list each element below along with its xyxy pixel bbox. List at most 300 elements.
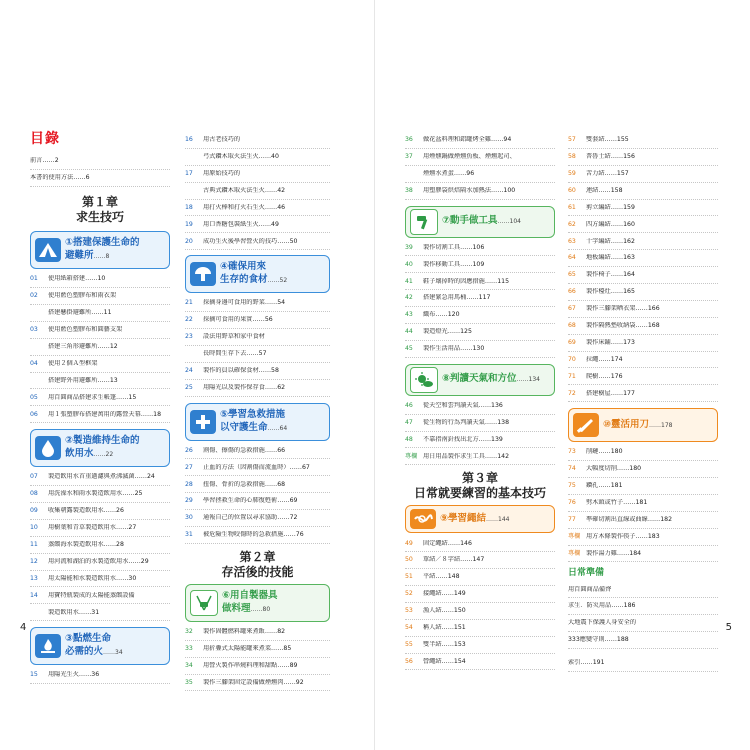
toc-entry[interactable]	[185, 346, 330, 363]
toc-entry-text: 用寶特瓶製成的太陽能蒸餾設備	[48, 591, 135, 599]
toc-entry-number: 33	[185, 645, 193, 653]
chapter-name: 存活後的技能	[221, 564, 294, 579]
toc-entry-text: 搭建樹屋……177	[586, 389, 635, 397]
toc-entry-number: 73	[568, 448, 576, 456]
toc-entry[interactable]	[30, 406, 170, 423]
toc-entry-text: 用１張塑膠布搭建萬用的露營天幕……18	[48, 410, 162, 418]
toc-entry-number: 41	[405, 277, 413, 285]
toc-entry-text: 搭建三角形避難所……12	[48, 342, 118, 350]
section-label-2: 生存的食材	[220, 274, 268, 286]
knot-icon	[410, 509, 436, 529]
toc-entry-text: 削鏈……180	[586, 448, 623, 456]
toc-entry-text: 用原始技巧的	[203, 170, 241, 177]
toc-entry-text: 搭建緊急用馬桶……117	[423, 294, 491, 302]
toc-entry-number: 64	[568, 254, 576, 262]
toc-entry-text: 普魯士結……156	[586, 153, 635, 161]
section-9-banner[interactable]	[405, 505, 555, 533]
toc-entry-text: 用煙燻鍋做煙燻魚板、煙燻起司、	[423, 153, 516, 161]
toc-entry-number: 77	[568, 516, 576, 524]
toc-entry[interactable]	[405, 307, 555, 324]
toc-entry-text: 十字編結……162	[586, 237, 635, 245]
toc-entry-text: 大地震下保護人身安全的	[568, 619, 637, 627]
right-page	[375, 0, 750, 750]
toc-entry[interactable]	[405, 432, 555, 449]
toc-entry-number: 75	[568, 482, 576, 490]
toc-entry[interactable]	[568, 233, 718, 250]
toc-entry[interactable]	[568, 335, 718, 352]
toc-entry[interactable]	[185, 233, 330, 250]
toc-entry[interactable]	[185, 493, 330, 510]
toc-entry-text: 製作檯灶……165	[586, 288, 635, 296]
toc-entry-text: 蒸餾海水製造飲用水……28	[48, 540, 124, 548]
toc-entry[interactable]	[568, 478, 718, 495]
section-5-banner[interactable]	[185, 403, 330, 441]
toc-entry-text: 通報自己的位置以尋求協助……72	[203, 514, 298, 522]
toc-entry[interactable]	[185, 312, 330, 329]
toc-entry[interactable]	[405, 448, 555, 465]
toc-entry[interactable]	[30, 356, 170, 373]
toc-entry[interactable]	[568, 149, 718, 166]
section-3-banner[interactable]	[30, 627, 170, 665]
section-label: ⑤學習急救措施	[220, 408, 286, 420]
section-label: ⑨學習繩結	[440, 512, 487, 524]
toc-entry-text: 採摘可食用的果實……56	[203, 316, 273, 324]
toc-entry[interactable]	[568, 166, 718, 183]
toc-entry[interactable]	[568, 529, 718, 546]
toc-entry-number: 28	[185, 480, 193, 488]
toc-entry[interactable]	[405, 569, 555, 586]
toc-entry[interactable]	[405, 341, 555, 358]
toc-entry-number: 62	[568, 220, 576, 228]
section-label-2: 做料理	[222, 602, 251, 614]
toc-entry[interactable]	[405, 240, 555, 257]
toc-entry-text: 搭建野外用避難所……13	[48, 376, 118, 384]
toc-entry-number: 70	[568, 355, 576, 363]
toc-entry-text: 收集朝露製造飲用水……26	[48, 507, 124, 515]
front-matter	[30, 152, 170, 187]
daily-prep-heading: 日常準備	[568, 568, 605, 579]
toc-entry-number: 22	[185, 316, 193, 324]
toc-entry-text: 使用紙箱搭建……10	[48, 275, 106, 283]
toc-entry[interactable]	[568, 495, 718, 512]
toc-entry-number: 38	[405, 186, 413, 194]
section-label: ③點燃生命	[65, 633, 112, 645]
toc-entry[interactable]	[568, 615, 718, 632]
toc-entry-number: 08	[30, 490, 38, 498]
toc-entry-text: 製作三腳架晒衣架……166	[586, 305, 660, 313]
toc-entry-number: 74	[568, 465, 576, 473]
toc-entry[interactable]	[30, 469, 170, 486]
toc-entry[interactable]	[185, 476, 330, 493]
toc-entry[interactable]	[30, 288, 170, 305]
toc-entry-number: 63	[568, 237, 576, 245]
toc-entry-text: 本書的使用方法……6	[30, 174, 90, 182]
cooking-pot-icon	[190, 590, 218, 616]
toc-entry-number: 51	[405, 573, 413, 581]
toc-entry[interactable]	[568, 132, 718, 149]
toc-entry-text: 學習拯救生命的心肺復甦術……69	[203, 497, 298, 505]
section-page: ……178	[649, 421, 673, 429]
chapter-name: 日常就要練習的基本技巧	[413, 486, 546, 501]
toc-entry-number: 47	[405, 418, 413, 426]
toc-entry-number: 59	[568, 170, 576, 177]
chapter-name: 求生技巧	[75, 210, 124, 225]
toc-entry[interactable]	[405, 586, 555, 603]
toc-entry-text: 製作床鋪……173	[586, 338, 635, 346]
chapter-1-heading	[30, 195, 170, 225]
toc-entry-number: 72	[568, 389, 576, 397]
toc-entry-text: 用陽光生火……36	[48, 671, 100, 679]
toc-entry-number: 35	[185, 678, 193, 686]
chapter-3-heading	[405, 471, 555, 501]
toc-entry[interactable]	[568, 444, 718, 461]
toc-entry-text: 不靠指南針找出北方……139	[423, 435, 503, 443]
toc-entry-number: 49	[405, 539, 413, 547]
section-label: ④確保用來	[220, 261, 267, 273]
toc-entry-text: 割傷、擦傷的急救措施……66	[203, 446, 286, 454]
toc-entry[interactable]	[568, 512, 718, 529]
toc-entry-number: 37	[405, 153, 413, 161]
toc-entry-text: 前言……2	[30, 156, 59, 164]
toc-entry[interactable]	[185, 510, 330, 527]
toc-entry-number: 46	[405, 402, 413, 410]
toc-list	[568, 581, 718, 649]
toc-entry-text: 扭傷、骨折的急救措施……68	[203, 480, 286, 488]
toc-entry-number: 53	[405, 607, 413, 615]
toc-entry-text: 用古老技巧的	[203, 136, 241, 144]
toc-entry[interactable]	[405, 132, 555, 149]
section-page: ……134	[516, 376, 540, 384]
toc-entry[interactable]	[568, 250, 718, 267]
toc-entry-text: 煙燻水煮蛋……96	[423, 170, 475, 177]
toc-entry-text: 鞋子壞掉時的因應措施……115	[423, 277, 510, 285]
toc-entry[interactable]	[185, 216, 330, 233]
toc-entry-text: 製作生活用品……130	[423, 345, 485, 353]
toc-entry-text: 用樹葉和青草製造飲用水……27	[48, 524, 137, 532]
toc-entry-number: 45	[405, 345, 413, 353]
toc-entry-text: 大幅度切削……180	[586, 465, 642, 473]
toc-entry[interactable]	[568, 598, 718, 615]
toc-entry[interactable]	[405, 290, 555, 307]
toc-entry-number: 71	[568, 372, 576, 380]
chapter-label: 第３章	[461, 471, 498, 486]
toc-entry-number: 專欄	[568, 532, 581, 540]
toc-entry-text: 用口香糖包裝紙生火……49	[203, 220, 279, 228]
toc-entry[interactable]	[185, 363, 330, 380]
section-label-2: 以守護生命	[220, 421, 268, 433]
toc-entry-text: 稱人結……151	[423, 624, 466, 632]
toc-list	[568, 132, 718, 402]
toc-entry[interactable]	[568, 581, 718, 598]
toc-entry[interactable]	[405, 654, 555, 671]
toc-entry-number: 15	[30, 671, 38, 679]
page-title: 目錄	[30, 131, 60, 147]
toc-entry-number: 36	[405, 136, 413, 144]
toc-entry[interactable]	[568, 632, 718, 649]
toc-entry-number: 21	[185, 299, 193, 307]
toc-entry[interactable]	[30, 537, 170, 554]
toc-entry[interactable]	[30, 170, 170, 188]
toc-entry-number: 44	[405, 328, 413, 336]
section-8-banner[interactable]	[405, 364, 555, 396]
toc-entry[interactable]	[185, 527, 330, 544]
toc-entry[interactable]	[185, 624, 330, 641]
toc-entry[interactable]	[30, 271, 170, 288]
toc-entry[interactable]	[568, 200, 718, 217]
toc-entry-text: 製作三腳架固定設備做煙燻肉……92	[203, 678, 304, 686]
toc-entry-text: 弓式鑽木取火法生火……40	[203, 153, 279, 161]
toc-entry-text: 長時間生存下去……57	[203, 350, 267, 358]
toc-entry-text: 營繩結……154	[423, 657, 466, 665]
section-page: ……104	[497, 218, 521, 226]
toc-entry-text: 織布……120	[423, 311, 460, 319]
toc-entry-number: 18	[185, 203, 193, 211]
toc-entry-number: 09	[30, 507, 38, 515]
toc-entry-number: 03	[30, 326, 38, 334]
toc-entry-text: 製作隔熱墊收納袋……168	[586, 322, 660, 330]
toc-entry-number: 25	[185, 383, 193, 391]
toc-entry[interactable]	[185, 200, 330, 217]
toc-entry[interactable]	[30, 503, 170, 520]
toc-entry-number: 07	[30, 473, 38, 481]
toc-entry-text: 用打火棒和打火石生火……46	[203, 203, 286, 211]
section-label-2: 避難所	[65, 250, 94, 262]
toc-entry[interactable]	[30, 520, 170, 537]
toc-entry-text: 製作移動工具……109	[423, 260, 485, 268]
toc-entry[interactable]	[568, 183, 718, 200]
toc-entry[interactable]	[185, 380, 330, 397]
toc-entry-text: 從天空和雲判讀天氣……136	[423, 402, 503, 410]
toc-entry-text: 四方編結……160	[586, 220, 635, 228]
toc-entry-text: 製作椅子……164	[586, 271, 635, 279]
toc-entry[interactable]	[568, 546, 718, 563]
toc-entry[interactable]	[568, 368, 718, 385]
toc-entry[interactable]	[405, 603, 555, 620]
toc-entry[interactable]	[30, 554, 170, 571]
toc-entry-text: 用方木條製作筷子……183	[586, 532, 660, 540]
toc-entry[interactable]	[405, 324, 555, 341]
page-number: 5	[725, 622, 732, 633]
toc-entry[interactable]	[568, 318, 718, 335]
toc-entry-text: 製作固體燃料罐來煮飯……82	[203, 628, 286, 636]
campfire-icon	[35, 634, 61, 658]
toc-entry-number: 42	[405, 294, 413, 302]
toc-entry[interactable]	[185, 658, 330, 675]
toc-entry[interactable]	[568, 267, 718, 284]
toc-entry-text: 雙半結……153	[423, 640, 466, 648]
toc-list	[30, 469, 170, 621]
toc-entry-number: 專欄	[568, 549, 581, 557]
toc-entry[interactable]	[568, 385, 718, 402]
section-4-banner[interactable]	[185, 255, 330, 293]
toc-entry-number: 12	[30, 557, 38, 565]
toc-entry-number: 14	[30, 591, 38, 599]
chapter-label: 第２章	[239, 549, 276, 564]
toc-entry-number: 69	[568, 338, 576, 346]
toc-entry-number: 55	[405, 640, 413, 648]
toc-entry[interactable]	[30, 389, 170, 406]
toc-entry[interactable]	[185, 183, 330, 200]
section-label: ⑥用自製器具	[222, 590, 278, 602]
toc-entry-text: 止血的方法（因割傷而流血時）……67	[203, 463, 310, 471]
toc-entry[interactable]	[568, 301, 718, 318]
toc-entry-number: 61	[568, 203, 576, 211]
toc-list	[405, 240, 555, 358]
toc-entry[interactable]	[405, 256, 555, 273]
toc-entry[interactable]	[568, 284, 718, 301]
toc-entry-number: 24	[185, 367, 193, 375]
section-label: ②製造維持生命的	[65, 435, 140, 447]
toc-entry[interactable]	[30, 152, 170, 170]
toc-entry[interactable]	[405, 149, 555, 166]
toc-entry-number: 66	[568, 288, 576, 296]
section-1-banner[interactable]	[30, 231, 170, 269]
toc-entry-number: 58	[568, 153, 576, 161]
toc-entry-number: 31	[185, 531, 193, 539]
section-7-banner[interactable]	[405, 206, 555, 238]
toc-entry-number: 26	[185, 446, 193, 454]
toc-entry[interactable]	[30, 339, 170, 356]
toc-entry-text: 雙套結……155	[586, 136, 629, 144]
toc-entry-text: 製作湯力雞……184	[586, 549, 642, 557]
section-page: ……8	[93, 253, 110, 261]
toc-entry[interactable]	[405, 415, 555, 432]
section-label: ①搭建保護生命的	[65, 237, 140, 249]
toc-entry[interactable]	[185, 166, 330, 183]
knife-icon	[573, 413, 599, 437]
toc-entry[interactable]	[30, 305, 170, 322]
toc-entry[interactable]	[405, 637, 555, 654]
toc-entry[interactable]	[30, 373, 170, 390]
toc-entry[interactable]	[30, 604, 170, 621]
toc-list	[405, 535, 555, 670]
toc-entry[interactable]	[405, 398, 555, 415]
toc-entry-number: 23	[185, 333, 193, 341]
toc-entry[interactable]	[185, 329, 330, 346]
toc-entry-text: 製造飲用水首重過濾與煮沸滅菌……24	[48, 473, 155, 481]
toc-list	[30, 667, 170, 684]
toc-entry[interactable]	[30, 322, 170, 339]
toc-entry[interactable]	[185, 675, 330, 692]
toc-entry[interactable]	[185, 295, 330, 312]
toc-list	[405, 132, 555, 200]
toc-entry-number: 16	[185, 136, 193, 144]
section-2-banner[interactable]	[30, 429, 170, 467]
toc-entry-text: 做花盆料理和鋁罐烤全雞……94	[423, 136, 512, 144]
section-label-2: 飲用水	[65, 448, 94, 460]
section-page: ……34	[103, 649, 123, 657]
toc-entry-text: 古典式鑽木取火法生火……42	[203, 186, 286, 194]
chapter-label: 第１章	[81, 195, 118, 210]
toc-entry-text: 成功生火後學習營火的技巧……50	[203, 237, 298, 245]
toc-entry-number: 04	[30, 359, 38, 367]
section-page: ……64	[267, 424, 288, 432]
toc-entry-text: 用洗澡水和雨水製造飲用水……25	[48, 490, 143, 498]
toc-entry-number: 05	[30, 393, 38, 401]
section-label-2: 必需的火	[65, 646, 104, 658]
toc-entry[interactable]	[405, 535, 555, 552]
toc-entry-text: 連結……158	[586, 186, 623, 194]
section-10-banner[interactable]	[568, 408, 718, 442]
toc-entry-number: 10	[30, 524, 38, 532]
toc-entry-number: 43	[405, 311, 413, 319]
toc-list	[185, 295, 330, 396]
toc-entry[interactable]	[405, 620, 555, 637]
toc-entry-text: 爬樹……176	[586, 372, 623, 380]
toc-entry-text: 用營火製作串燒料理和甜點……89	[203, 661, 298, 669]
toc-entry-text: 拉繩……174	[586, 355, 623, 363]
toc-entry-text: 準確切割出直線或曲線……182	[586, 516, 673, 524]
toc-entry-number: 67	[568, 305, 576, 313]
toc-entry-number: 01	[30, 275, 38, 283]
toc-entry-number: 54	[405, 624, 413, 632]
toc-entry[interactable]	[185, 132, 330, 149]
toc-entry[interactable]	[30, 667, 170, 684]
toc-entry-text: 用塑膠袋烘焙隔水加熱法……100	[423, 186, 516, 194]
toc-column-4	[568, 132, 718, 672]
toc-list	[185, 132, 330, 250]
mushroom-icon	[190, 262, 216, 286]
first-aid-icon	[190, 410, 216, 434]
toc-entry[interactable]	[405, 183, 555, 200]
weather-sun-icon	[410, 367, 438, 393]
chapter-2-heading	[185, 550, 330, 580]
toc-entry[interactable]	[30, 571, 170, 588]
toc-entry[interactable]	[185, 459, 330, 476]
toc-entry-text: 搭建懸掛避難所……11	[48, 309, 112, 317]
section-page: ……80	[250, 605, 271, 613]
toc-entry-text: 使用藍色塑膠布和圓藝支架	[48, 326, 123, 334]
toc-entry-number: 39	[405, 243, 413, 251]
toc-entry-text: 使用２個Ａ型框架	[48, 359, 98, 367]
toc-entry-text: 製作切割工具……106	[423, 243, 485, 251]
toc-entry-text: 用陽光以及製作保存食……62	[203, 383, 286, 391]
toc-entry-number: 11	[30, 540, 38, 548]
toc-column-2	[185, 132, 330, 691]
index-entry[interactable]	[568, 655, 718, 672]
toc-list	[185, 624, 330, 692]
toc-entry-text: 鑽孔……181	[586, 482, 623, 490]
toc-entry[interactable]	[568, 216, 718, 233]
toc-entry-number: 20	[185, 237, 193, 245]
toc-entry[interactable]	[185, 149, 330, 166]
toc-entry-text: 製造燈光……125	[423, 328, 472, 336]
toc-entry-text: 採摘身邊可食用的野菜……54	[203, 299, 286, 307]
toc-entry-text: 製造飲用水……31	[48, 608, 100, 616]
toc-entry[interactable]	[405, 273, 555, 290]
toc-entry-text: 333應變守則……188	[568, 636, 629, 644]
toc-entry[interactable]	[405, 552, 555, 569]
toc-entry[interactable]	[185, 443, 330, 460]
toc-entry-text: 製作的員以確保食材……58	[203, 367, 279, 375]
toc-entry-text: 漁人結……150	[423, 607, 466, 615]
toc-entry-number: 34	[185, 661, 193, 669]
toc-entry[interactable]	[185, 641, 330, 658]
toc-entry[interactable]	[405, 166, 555, 183]
toc-entry[interactable]	[568, 461, 718, 478]
toc-entry-text: 單結／８字結……147	[423, 556, 485, 564]
toc-entry-text: 索引……191	[568, 659, 605, 667]
toc-entry[interactable]	[30, 587, 170, 604]
section-6-banner[interactable]	[185, 584, 330, 622]
toc-entry[interactable]	[30, 486, 170, 503]
toc-entry-text: 用百圓商品備齊	[568, 585, 612, 593]
toc-entry-text: 使用藍色塑膠布和雨衣架	[48, 292, 117, 300]
toc-entry[interactable]	[568, 352, 718, 369]
toc-list	[568, 444, 718, 562]
hammer-icon	[410, 209, 438, 235]
toc-entry-number: 60	[568, 186, 576, 194]
